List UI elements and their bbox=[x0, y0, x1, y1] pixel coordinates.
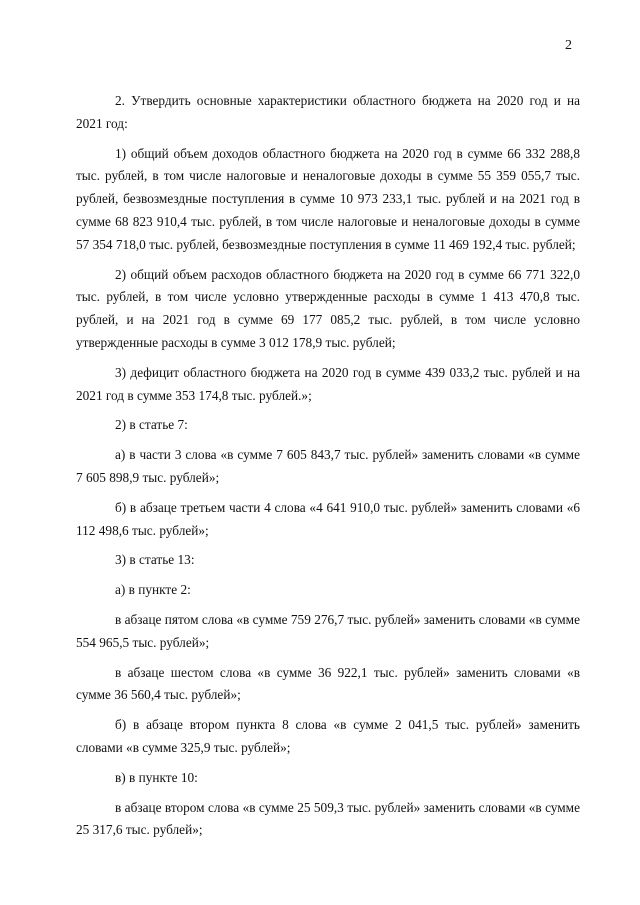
paragraph-article-7-part-4: б) в абзаце третьем части 4 слова «4 641 910,0 тыс. рублей» заменить словами «6 112 498,6 тыс. рублей»; bbox=[76, 499, 580, 538]
paragraph-article-13-point-10: в) в пункте 10: bbox=[115, 769, 198, 785]
document-body bbox=[76, 90, 580, 849]
paragraph-point-10-second-indent: в абзаце втором слова «в сумме 25 509,3 тыс. рублей» заменить словами «в сумме 25 317,6 тыс. рублей»; bbox=[76, 799, 580, 838]
paragraph-article-13-point-2: а) в пункте 2: bbox=[115, 582, 191, 598]
paragraph-point-2-fifth-indent: в абзаце пятом слова «в сумме 759 276,7 тыс. рублей» заменить словами «в сумме 554 965,5 тыс. рублей»; bbox=[76, 611, 580, 650]
paragraph-point-8-second-indent: б) в абзаце втором пункта 8 слова «в сумме 2 041,5 тыс. рублей» заменить словами «в сумме 325,9 тыс. рублей»; bbox=[76, 717, 580, 755]
paragraph-revenue-total: 1) общий объем доходов областного бюджета на 2020 год в сумме 66 332 288,8 тыс. рублей, в том числе налоговые и неналоговые доходы в сумме 55 359 055,7 тыс. рублей, безвозмездные поступления в сумме 10 973 233,1 тыс. рублей и на 2021 год в сумме 68 823 910,4 тыс. рублей, в том числе налоговые и неналоговые доходы в сумме 57 354 718,0 тыс. рублей, безвозмездные поступления в сумме 11 469 192,4 тыс. рублей; bbox=[76, 145, 580, 252]
paragraph-approve-characteristics: 2. Утвердить основные характеристики областного бюджета на 2020 год и на 2021 год: bbox=[76, 93, 580, 131]
paragraph-article-7-part-3: а) в части 3 слова «в сумме 7 605 843,7 тыс. рублей» заменить словами «в сумме 7 605 898,9 тыс. рублей»; bbox=[76, 447, 580, 485]
paragraph-point-2-sixth-indent: в абзаце шестом слова «в сумме 36 922,1 тыс. рублей» заменить словами «в сумме 36 560,4 тыс. рублей»; bbox=[76, 664, 580, 703]
paragraph-deficit: 3) дефицит областного бюджета на 2020 год в сумме 439 033,2 тыс. рублей и на 2021 год в сумме 353 174,8 тыс. рублей.»; bbox=[76, 364, 580, 403]
paragraph-article-13: 3) в статье 13: bbox=[115, 552, 195, 568]
paragraph-expenditure-total: 2) общий объем расходов областного бюджета на 2020 год в сумме 66 771 322,0 тыс. рублей, в том числе условно утвержденные расходы в сумме 1 413 470,8 тыс. рублей, и на 2021 год в сумме 69 177 085,2 тыс. рублей, в том числе условно утвержденные расходы в сумме 3 012 178,9 тыс. рублей; bbox=[76, 266, 580, 350]
page-number: 2 bbox=[565, 38, 572, 53]
paragraph-article-7: 2) в статье 7: bbox=[115, 417, 188, 433]
